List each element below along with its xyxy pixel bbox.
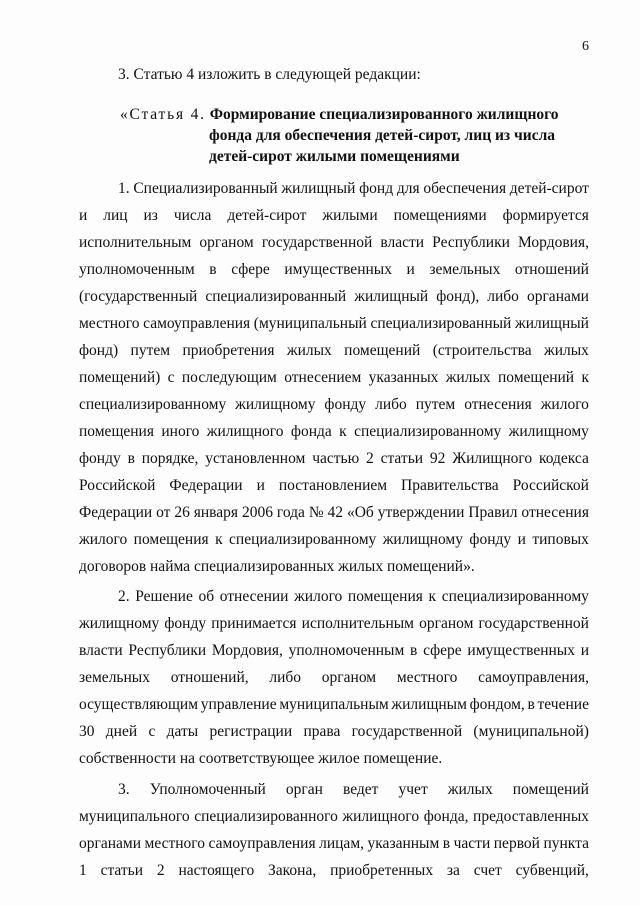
body-line: 1 статьи 2 настоящего Закона, приобретенных за счет субвенций,	[79, 862, 589, 879]
body-line: жилого помещения к специализированному жилищному фонду и типовых	[79, 531, 589, 548]
body-line: 3. Уполномоченный орган ведет учет жилых помещений	[118, 781, 589, 798]
body-line: помещения иного жилищного фонда к специализированному жилищному	[79, 423, 589, 440]
body-line: 2. Решение об отнесении жилого помещения к специализированному	[118, 588, 589, 605]
body-line: жилищному фонду принимается исполнительным органом государственной	[79, 615, 589, 632]
body-line: осуществляющим управление муниципальным жилищным фондом, в течение	[79, 696, 589, 713]
body-line: Российской Федерации и постановлением Правительства Российской	[79, 477, 589, 494]
body-line: 30 дней с даты регистрации права государственной (муниципальной)	[79, 723, 589, 740]
body-line: специализированному жилищному фонду либо путем отнесения жилого	[79, 396, 589, 413]
article-number: «Статья 4.	[120, 106, 206, 123]
article-title-line-3: детей-сирот жилыми помещениями	[209, 148, 460, 165]
body-line: местного самоуправления (муниципальный специализированный жилищный	[79, 315, 589, 332]
body-line: собственности на соответствующее жилое помещение.	[79, 750, 443, 767]
article-heading	[120, 104, 590, 167]
body-line: и лиц из числа детей-сирот жилыми помещениями формируется	[79, 207, 589, 224]
body-line: земельных отношений, либо органом местного самоуправления,	[79, 669, 589, 686]
body-line: муниципального специализированного жилищного фонда, предоставленных	[79, 808, 589, 825]
article-title-line-2: фонда для обеспечения детей-сирот, лиц из числа	[209, 127, 556, 144]
body-line: (государственный специализированный жилищный фонд), либо органами	[79, 288, 589, 305]
body-line: исполнительным органом государственной власти Республики Мордовия,	[79, 234, 589, 251]
article-title-line-1: Формирование специализированного жилищного	[209, 106, 559, 123]
body-line: помещений) с последующим отнесением указанных жилых помещений к	[79, 369, 589, 386]
body-line: фонду в порядке, установленном частью 2 статьи 92 Жилищного кодекса	[79, 450, 589, 467]
body-line: фонд) путем приобретения жилых помещений (строительства жилых	[79, 342, 589, 359]
body-line: договоров найма специализированных жилых помещений».	[79, 558, 475, 575]
body-line: уполномоченным в сфере имущественных и земельных отношений	[79, 261, 589, 278]
point-3-heading: 3. Статью 4 изложить в следующей редакции:	[118, 66, 421, 83]
body-line: власти Республики Мордовия, уполномоченным в сфере имущественных и	[79, 642, 589, 659]
body-line: органами местного самоуправления лицам, указанным в части первой пункта	[79, 835, 589, 852]
page-number: 6	[582, 39, 589, 54]
body-line: 1. Специализированный жилищный фонд для обеспечения детей-сирот	[118, 180, 589, 197]
body-line: Федерации от 26 января 2006 года № 42 «Об утверждении Правил отнесения	[79, 504, 589, 521]
